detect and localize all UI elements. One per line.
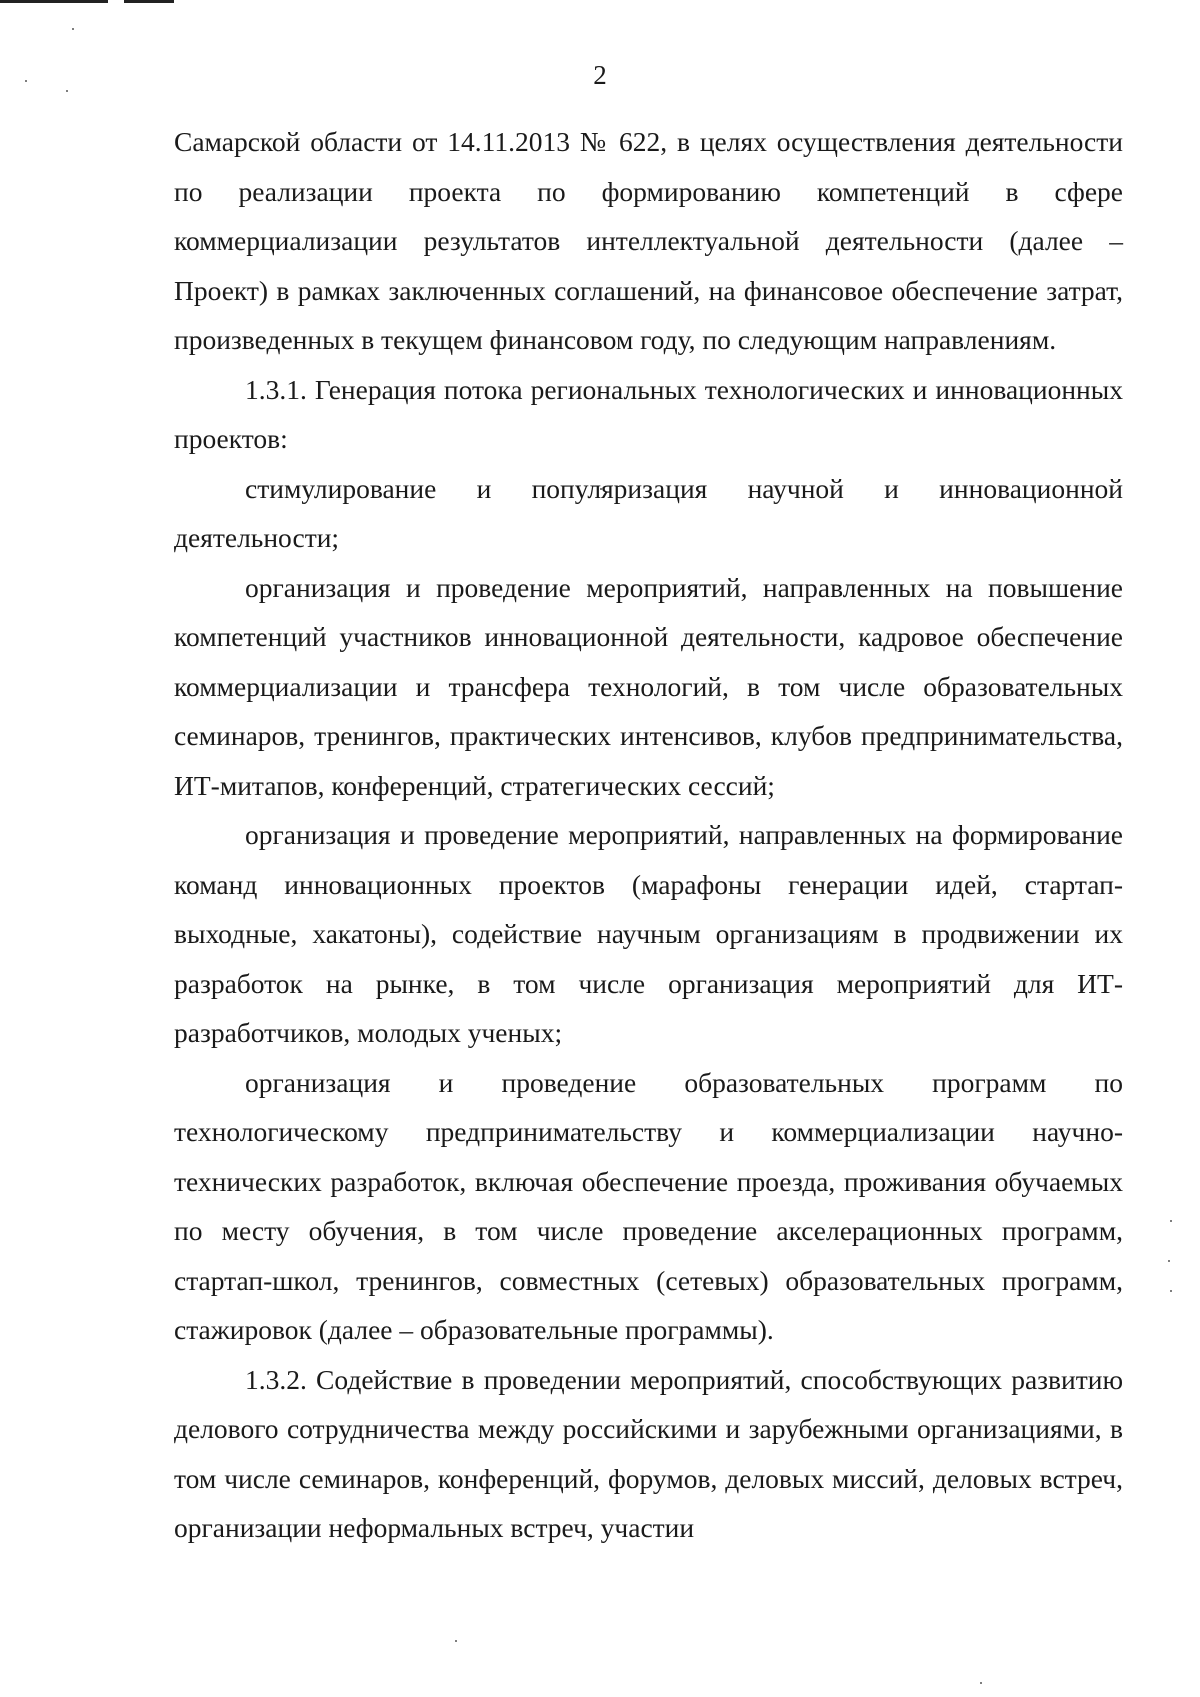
- scan-speck: [1170, 1290, 1172, 1292]
- scan-edge-mark: [124, 0, 174, 3]
- scan-speck: [1170, 1220, 1172, 1222]
- scan-speck: [72, 28, 74, 30]
- paragraph: стимулирование и популяризация научной и инновационной деятельности;: [174, 472, 1123, 553]
- document-body: [174, 117, 1123, 1553]
- scan-speck: [66, 90, 68, 92]
- paragraph: организация и проведение образовательных программ по технологическому предпринимательству и коммерциализации научно-технических разработок, включая обеспечение проезда, проживания обучаемых по месту обучения, в том числе проведение акселерационных программ, стартап-школ, тренингов, совместных (сетевых) образовательных программ, стажировок (далее – образовательные программы).: [174, 1066, 1123, 1345]
- paragraph: 1.3.2. Содействие в проведении мероприятий, способствующих развитию делового сотрудничества между российскими и зарубежными организациями, в том числе семинаров, конференций, форумов, деловых миссий, деловых встреч, организации неформальных встреч, участии: [174, 1363, 1123, 1543]
- scan-speck: [1168, 1260, 1170, 1262]
- scan-speck: [980, 1682, 982, 1684]
- scan-speck: [455, 1640, 457, 1642]
- paragraph: Самарской области от 14.11.2013 № 622, в целях осуществления деятельности по реализации проекта по формированию компетенций в сфере коммерциализации результатов интеллектуальной деятельности (далее – Проект) в рамках заключенных соглашений, на финансовое обеспечение затрат, произведенных в текущем финансовом году, по следующим направлениям.: [174, 126, 1123, 355]
- paragraph: организация и проведение мероприятий, направленных на формирование команд инновационных проектов (марафоны генерации идей, стартап-выходные, хакатоны), содействие научным организациям в продвижении их разработок на рынке, в том числе организация мероприятий для ИТ-разработчиков, молодых ученых;: [174, 819, 1123, 1048]
- paragraph: 1.3.1. Генерация потока региональных технологических и инновационных проектов:: [174, 373, 1123, 454]
- scan-edge-mark: [0, 0, 108, 3]
- page-number: 2: [593, 60, 607, 90]
- paragraph: организация и проведение мероприятий, направленных на повышение компетенций участников инновационной деятельности, кадровое обеспечение коммерциализации и трансфера технологий, в том числе образовательных семинаров, тренингов, практических интенсивов, клубов предпринимательства, ИТ-митапов, конференций, стратегических сессий;: [174, 571, 1123, 801]
